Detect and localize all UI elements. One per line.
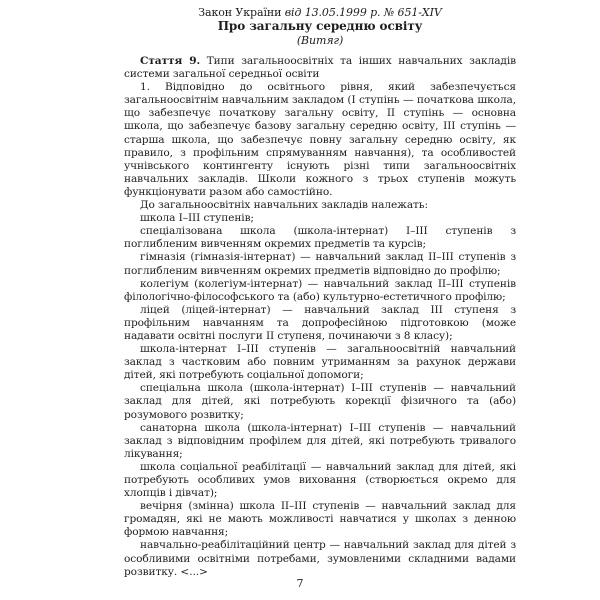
- page-number: 7: [296, 577, 304, 590]
- article-paragraph-1: 1. Відповідно до освітнього рівня, який забезпечується загальноосвітнім навчальним закладом (I ступінь — початкова школа, що забезпечує початкову загальну освіту, II ступінь — основна школа, що забезпечує базову загальну середню освіту, III ступінь — старша школа, що забезпечує повну загальну середню освіту, як правило, з профільним спрямуванням навчання), та особливостей учнівського контингенту існують різні типи загальноосвітніх навчальних закладів. Школи кожного з трьох ступенів можуть функціонувати разом або самостійно.: [124, 81, 516, 198]
- list-item: колегіум (колегіум-інтернат) — навчальний заклад II–III ступенів філологічно-філософського та (або) культурно-естетичного профілю;: [124, 277, 516, 303]
- article-title: Типи загальноосвітніх та інших навчальних закладів системи загальної середньої освіти: [124, 55, 516, 81]
- list-item: навчально-реабілітаційний центр — навчальний заклад для дітей з особливими освітніми потребами, зумовленими складними вадами розвитку. <...>: [124, 539, 516, 578]
- list-item: спеціалізована школа (школа-інтернат) I–III ступенів з поглибленим вивченням окремих предметів та курсів;: [124, 225, 516, 251]
- article-label: Стаття 9.: [140, 55, 201, 67]
- list-item: вечірня (змінна) школа II–III ступенів — навчальний заклад для громадян, які не мають можливості навчатися у школах з денною формою навчання;: [124, 500, 516, 539]
- list-item: школа соціальної реабілітації — навчальний заклад для дітей, які потребують особливих умов виховання (створюється окремо для хлопців і дівчат);: [124, 460, 516, 500]
- list-intro: До загальноосвітніх навчальних закладів належать:: [140, 199, 428, 212]
- list-item: гімназія (гімназія-інтернат) — навчальний заклад II–III ступенів з поглибленим вивченням окремих предметів відповідно до профілю;: [124, 251, 516, 277]
- page-title: Про загальну середню освіту: [217, 19, 423, 33]
- list-item: школа I–III ступенів;: [140, 212, 254, 225]
- list-item: школа-інтернат I–III ступенів — загальноосвітній навчальний заклад з частковим або повним утриманням за рахунок держави дітей, які потребують соціальної допомоги;: [124, 343, 516, 382]
- excerpt-label: (Витяг): [296, 34, 344, 47]
- law-reference: [124, 6, 516, 19]
- article-heading: [124, 55, 516, 81]
- law-prefix: Закон України: [198, 6, 285, 19]
- law-number: від 13.05.1999 р. № 651-XIV: [284, 6, 442, 19]
- list-item: ліцей (ліцей-інтернат) — навчальний заклад III ступеня з профільним навчанням та допрофесійною підготовкою (може надавати освітні послуги II ступеня, починаючи з 8 класу);: [124, 303, 516, 342]
- list-item: санаторна школа (школа-інтернат) I–III ступенів — навчальний заклад з відповідним профілем для дітей, які потребують тривалого лікування;: [124, 421, 516, 460]
- list-item: спеціальна школа (школа-інтернат) I–III ступенів — навчальний заклад для дітей, які потребують корекції фізичного та (або) розумового розвитку;: [124, 382, 516, 421]
